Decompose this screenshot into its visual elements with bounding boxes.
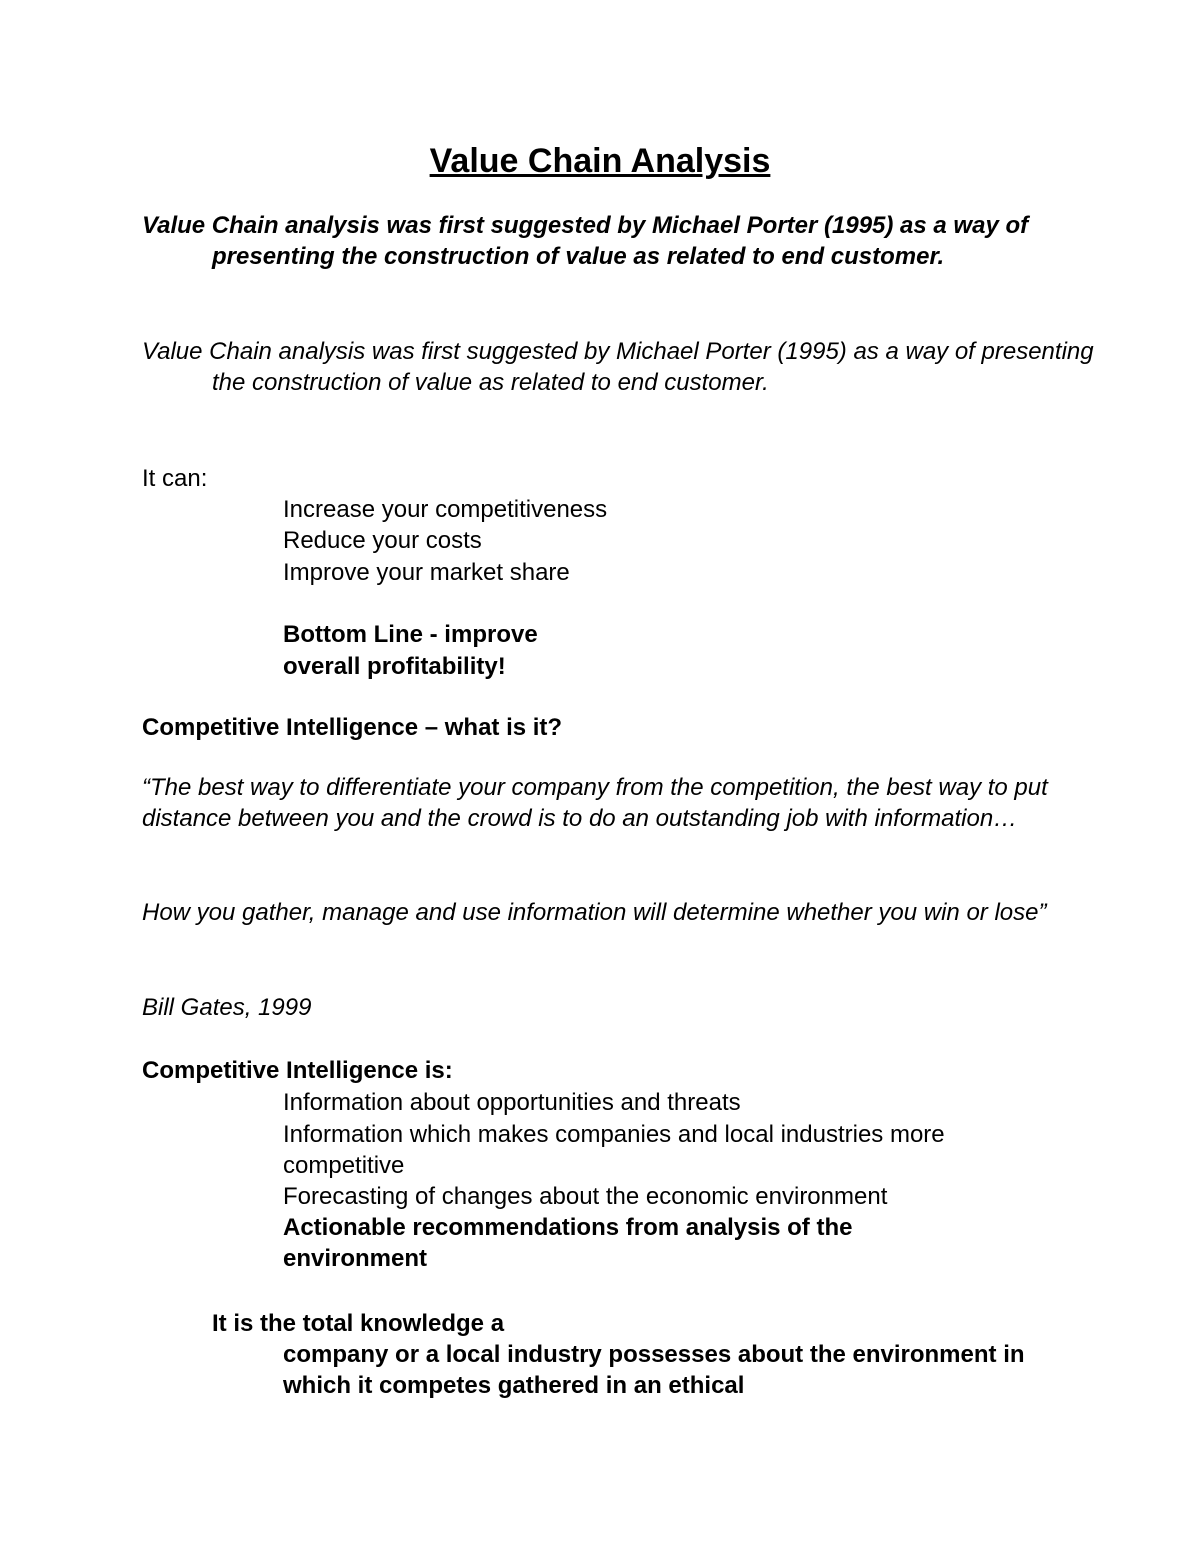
- section-heading: Competitive Intelligence is:: [142, 1057, 453, 1084]
- list-item: Increase your competitiveness: [283, 496, 608, 523]
- list-item: Forecasting of changes about the economic environment: [283, 1183, 888, 1210]
- list-item-bold: Actionable recommendations from analysis of the environment: [283, 1214, 853, 1272]
- list-item: Information about opportunities and threats: [283, 1089, 741, 1116]
- list-item: Information which makes companies and local industries more competitive: [283, 1121, 945, 1179]
- quote-paragraph-end: How you gather, manage and use information will determine whether you win or lose”: [142, 899, 1047, 926]
- list-item: Reduce your costs: [283, 527, 482, 554]
- it-can-label: It can:: [142, 465, 208, 492]
- total-knowledge-text-continued: company or a local industry possesses about the environment in which it competes gathered in an ethical: [283, 1341, 1025, 1399]
- total-knowledge-text: It is the total knowledge a: [212, 1310, 505, 1337]
- page-title: Value Chain Analysis: [429, 142, 771, 180]
- section-heading: Competitive Intelligence – what is it?: [142, 714, 563, 741]
- intro-paragraph-bold-italic: Value Chain analysis was first suggested by Michael Porter (1995) as a way of presenting the construction of value as related to end customer.: [142, 212, 1029, 270]
- bottom-line-text-continued: overall profitability!: [283, 653, 506, 680]
- list-item: Improve your market share: [283, 559, 570, 586]
- quote-paragraph: “The best way to differentiate your company from the competition, the best way to put distance between you and the crowd is to do an outstanding job with information…: [142, 774, 1048, 832]
- quote-author: Bill Gates, 1999: [142, 994, 312, 1021]
- bottom-line-text: Bottom Line - improve: [283, 621, 538, 648]
- intro-paragraph-italic: Value Chain analysis was first suggested by Michael Porter (1995) as a way of presenting the construction of value as related to end customer.: [142, 338, 1094, 396]
